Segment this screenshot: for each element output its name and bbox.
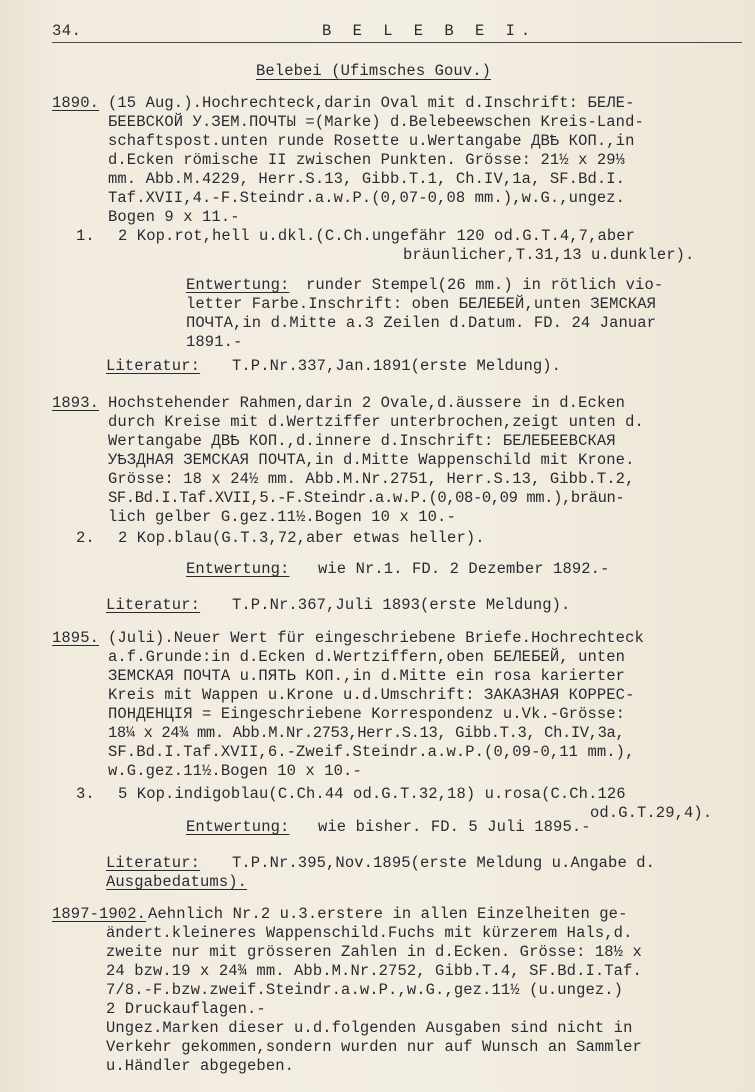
stamp-number: 2.	[76, 529, 95, 547]
issue-desc-line: БЕЕВСКОЙ У.ЗЕМ.ПОЧТЫ =(Marke) d.Belebeewschen Kreis-Land-	[108, 113, 644, 131]
issue-desc-line: Hochstehender Rahmen,darin 2 Ovale,d.äussere in d.Ecken	[108, 394, 626, 412]
issue-desc-line: Taf.XVII,4.-F.Steindr.a.w.P.(0,07-0,08 mm.),w.G.,ungez.	[108, 189, 626, 207]
literatur-text: T.P.Nr.367,Juli 1893(erste Meldung).	[232, 596, 571, 614]
issue-desc-line: 24 bzw.19 x 24¾ mm. Abb.M.Nr.2752, Gibb.T.4, SF.Bd.I.Taf.	[106, 962, 642, 980]
stamp-desc-line: 2 Kop.rot,hell u.dkl.(C.Ch.ungefähr 120 od.G.T.4,7,aber	[118, 227, 636, 245]
issue-desc-line: ändert.kleineres Wappenschild.Fuchs mit kürzerem Hals,d.	[106, 924, 633, 942]
literatur-text: Ausgabedatums).	[106, 873, 248, 891]
literatur-text: T.P.Nr.395,Nov.1895(erste Meldung u.Angabe d.	[232, 854, 656, 872]
entwertung-line: 1891.-	[186, 333, 243, 351]
issue-desc-line: УѢЗДНАЯ ЗЕМСКАЯ ПОЧТА,in d.Mitte Wappenschild mit Krone.	[108, 451, 635, 469]
entwertung-line: letter Farbe.Inschrift: oben БЕЛЕБЕЙ,unten ЗЕМСКАЯ	[186, 295, 657, 313]
issue-desc-line: Aehnlich Nr.2 u.3.erstere in allen Einzelheiten ge-	[148, 905, 628, 923]
literatur-label: Literatur:	[106, 854, 201, 872]
page-number: 34.	[52, 22, 82, 40]
issue-desc-line: Bogen 9 x 11.-	[108, 208, 240, 226]
issue-desc-line: Kreis mit Wappen u.Krone u.d.Umschrift: ЗАКАЗНАЯ КОРРЕС-	[108, 686, 635, 704]
issue-year-1897-1902: 1897-1902.	[52, 905, 147, 923]
stamp-number: 1.	[76, 227, 95, 245]
issue-desc-line: (Juli).Neuer Wert für eingeschriebene Briefe.Hochrechteck	[108, 629, 644, 647]
issue-desc-line: mm. Abb.M.4229, Herr.S.13, Gibb.T.1, Ch.IV,1a, SF.Bd.I.	[108, 170, 626, 188]
issue-desc-line: (15 Aug.).Hochrechteck,darin Oval mit d.Inschrift: БЕЛЕ-	[108, 94, 635, 112]
issue-desc-line: Wertangabe ДВѢ КОП.,d.innere d.Inschrift: БЕЛЕБЕЕВСКАЯ	[108, 432, 616, 450]
issue-desc-line: zweite nur mit grösseren Zahlen in d.Ecken. Grösse: 18½ x	[106, 943, 642, 961]
entwertung-line: wie Nr.1. FD. 2 Dezember 1892.-	[318, 560, 610, 578]
literatur-label: Literatur:	[106, 596, 201, 614]
stamp-desc-line: od.G.T.29,4).	[590, 804, 713, 822]
page-title: Belebei (Ufimsches Gouv.)	[256, 62, 492, 80]
issue-desc-line: SF.Bd.I.Taf.XVII,6.-Zweif.Steindr.a.w.P.(0,09-0,11 mm.),	[108, 743, 635, 761]
entwertung-line: runder Stempel(26 mm.) in rötlich vio-	[306, 276, 664, 294]
issue-desc-line: ЗЕМСКАЯ ПОЧТА u.ПЯТЬ КОП.,in d.Mitte ein rosa karierter	[108, 667, 626, 685]
issue-desc-line: w.G.gez.11½.Bogen 10 x 10.-	[108, 762, 362, 780]
issue-desc-line: 18¼ x 24¾ mm. Abb.M.Nr.2753,Herr.S.13, Gibb.T.3, Ch.IV,3a,	[108, 724, 625, 742]
issue-desc-line: u.Händler abgegeben.	[106, 1057, 295, 1075]
issue-desc-line: durch Kreise mit d.Wertziffer unterbrochen,zeigt unten d.	[108, 413, 644, 431]
stamp-desc-line: 5 Kop.indigoblau(C.Ch.44 od.G.T.32,18) u.rosa(C.Ch.126	[118, 785, 626, 803]
stamp-desc-line: bräunlicher,T.31,13 u.dunkler).	[403, 246, 695, 264]
issue-desc-line: a.f.Grunde:in d.Ecken d.Wertziffern,oben БЕЛЕБЕЙ, unten	[108, 648, 626, 666]
entwertung-line: wie bisher. FD. 5 Juli 1895.-	[318, 818, 591, 836]
running-title: B E L E B E I.	[322, 22, 537, 40]
issue-year-1895: 1895.	[52, 629, 100, 647]
stamp-number: 3.	[76, 785, 95, 803]
literatur-text: T.P.Nr.337,Jan.1891(erste Meldung).	[232, 357, 562, 375]
issue-desc-line: Grösse: 18 x 24½ mm. Abb.M.Nr.2751, Herr.S.13, Gibb.T.2,	[108, 470, 635, 488]
issue-desc-line: SF.Bd.I.Taf.XVII,5.-F.Steindr.a.w.P.(0,08-0,09 mm.),bräun-	[108, 489, 625, 507]
issue-desc-line: Ungez.Marken dieser u.d.folgenden Ausgaben sind nicht in	[106, 1019, 633, 1037]
entwertung-label: Entwertung:	[186, 818, 290, 836]
issue-year-1890: 1890.	[52, 94, 100, 112]
issue-desc-line: 2 Druckauflagen.-	[106, 1000, 266, 1018]
header-rule	[52, 42, 742, 43]
issue-desc-line: d.Ecken römische II zwischen Punkten. Grösse: 21½ x 29⅓	[108, 151, 626, 169]
issue-desc-line: 7/8.-F.bzw.zweif.Steindr.a.w.P.,w.G.,gez.11½ (u.ungez.)	[106, 981, 624, 999]
issue-desc-line: ПОНДЕНЦІЯ = Eingeschriebene Korrespondenz u.Vk.-Grösse:	[108, 705, 626, 723]
stamp-desc-line: 2 Kop.blau(G.T.3,72,aber etwas heller).	[118, 529, 485, 547]
issue-desc-line: Verkehr gekommen,sondern wurden nur auf Wunsch an Sammler	[106, 1038, 642, 1056]
literatur-label: Literatur:	[106, 357, 201, 375]
entwertung-label: Entwertung:	[186, 560, 290, 578]
entwertung-label: Entwertung:	[186, 276, 290, 294]
issue-year-1893: 1893.	[52, 394, 100, 412]
issue-desc-line: schaftspost.unten runde Rosette u.Wertangabe ДВѢ КОП.,in	[108, 132, 635, 150]
issue-desc-line: lich gelber G.gez.11½.Bogen 10 x 10.-	[108, 508, 456, 526]
entwertung-line: ПОЧТА,in d.Mitte a.3 Zeilen d.Datum. FD. 24 Januar	[186, 314, 657, 332]
